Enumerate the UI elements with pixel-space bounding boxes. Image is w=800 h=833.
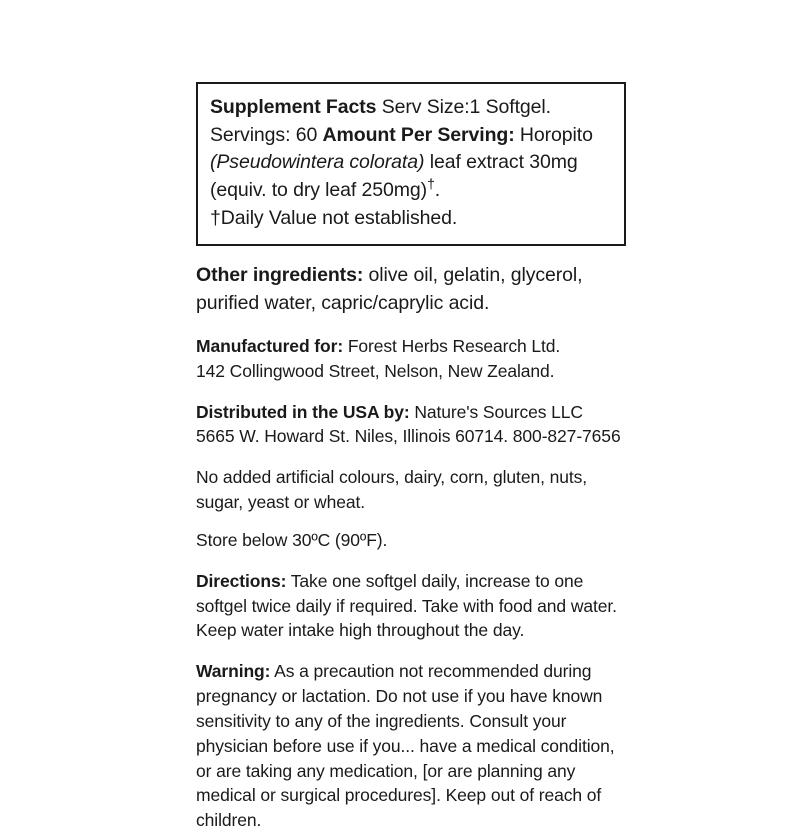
manufactured-for-section — [196, 334, 626, 384]
amount-per-serving-label: Amount Per Serving: — [322, 123, 515, 146]
other-ingredients-label: Other ingredients: — [196, 264, 364, 287]
storage-text: Store below 30ºC (90ºF). — [196, 529, 388, 550]
ingredient-equivalent: (equiv. to dry leaf 250mg) — [210, 179, 428, 202]
distributed-by-address: 5665 W. Howard St. Niles, Illinois 60714. 800-827-7656 — [196, 426, 621, 447]
servings-label: Servings: — [210, 123, 291, 146]
warning-text: As a precaution not recommended during pregnancy or lactation. Do not use if you have known sensitivity to any of the ingredients. Consult your physician before use if you... have a medical condition, or are taking any medication, [or are planning any medical or surgical procedures]. Keep out of reach of children. — [196, 661, 615, 831]
ingredient-scientific-name: (Pseudowintera colorata) — [210, 151, 425, 174]
manufactured-for-label: Manufactured for: — [196, 335, 344, 356]
manufactured-for-company: Forest Herbs Research Ltd. — [347, 335, 561, 356]
serving-size: Serv Size:1 Softgel. — [381, 96, 551, 118]
manufactured-for-address: 142 Collingwood Street, Nelson, New Zealand. — [196, 360, 555, 381]
other-ingredients-text: olive oil, gelatin, glycerol, purified water, capric/caprylic acid. — [196, 264, 583, 315]
storage-section — [196, 528, 626, 553]
other-ingredients-section — [196, 262, 626, 317]
dagger-marker: † — [427, 175, 435, 192]
directions-text: Take one softgel daily, increase to one softgel twice daily if required. Take with food and water. Keep water intake high throughout the day. — [196, 570, 617, 641]
supplement-facts-title: Supplement Facts — [210, 96, 377, 118]
supplement-facts-body: Supplement Facts Serv Size:1 Softgel. Servings: 60 Amount Per Serving: Horopito (Pseudowintera colorata) leaf extract 30mg (equiv. to dry leaf 250mg)†. †Daily Value not established. — [210, 96, 593, 229]
directions-section — [196, 569, 626, 644]
daily-value-footnote: †Daily Value not established. — [210, 206, 458, 229]
free-from-section — [196, 465, 626, 515]
ingredient-name: Horopito — [519, 123, 593, 146]
distributed-by-section — [196, 400, 626, 450]
ingredient-detail: leaf extract 30mg — [429, 151, 578, 174]
warning-section — [196, 659, 626, 833]
distributed-by-label: Distributed in the USA by: — [196, 401, 410, 422]
supplement-facts-panel — [196, 82, 626, 246]
directions-label: Directions: — [196, 570, 287, 591]
distributed-by-company: Nature's Sources LLC — [414, 401, 583, 422]
supplement-label — [196, 82, 626, 833]
warning-label: Warning: — [196, 661, 271, 682]
servings-value: 60 — [295, 123, 318, 146]
free-from-text: No added artificial colours, dairy, corn, gluten, nuts, sugar, yeast or wheat. — [196, 467, 588, 513]
